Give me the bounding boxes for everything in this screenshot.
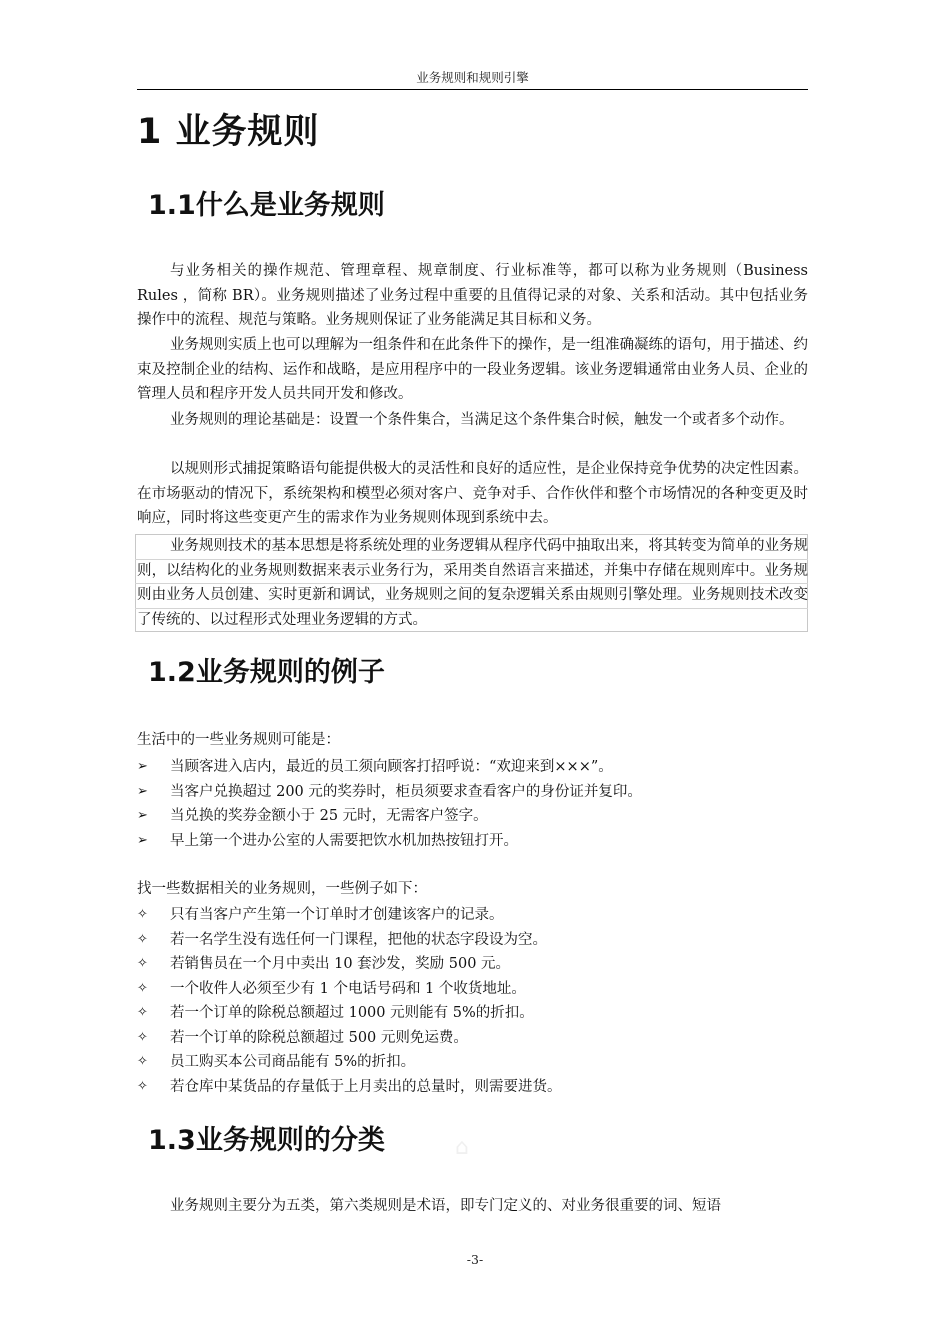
list-item: ✧ 只有当客户产生第一个订单时才创建该客户的记录。 — [137, 903, 808, 928]
list-intro: 找一些数据相关的业务规则，一些例子如下： — [137, 881, 427, 897]
star-bullet-icon: ✧ — [137, 1029, 148, 1045]
list-item: ✧ 一个收件人必须至少有 1 个电话号码和 1 个收货地址。 — [137, 977, 808, 1002]
list-item: ✧ 若一名学生没有选任何一门课程，把他的状态字段设为空。 — [137, 928, 808, 953]
list-item: ➢ 当客户兑换超过 200 元的奖券时，柜员须要求查看客户的身份证并复印。 — [137, 780, 808, 805]
paragraph: 业务规则的理论基础是：设置一个条件集合，当满足这个条件集合时候，触发一个或者多个动作。 — [170, 412, 794, 428]
page-number: -3- — [466, 1252, 484, 1267]
star-bullet-icon: ✧ — [137, 1005, 148, 1020]
list-item: ✧ 若销售员在一个月中卖出 10 套沙发，奖励 500 元。 — [137, 952, 808, 977]
paragraph: 业务规则主要分为五类，第六类规则是术语，即专门定义的、对业务很重要的词、短语 — [170, 1198, 721, 1214]
paragraph: 以规则形式捕捉策略语句能提供极大的灵活性和良好的适应性，是企业保持竞争优势的决定性因素。在市场驱动的情况下，系统架构和模型必须对客户、竞争对手、合作伙伴和整个市场情况的各种变更及时响应，同时将这些变更产生的需求作为业务规则体现到系统中去。 — [137, 461, 808, 526]
chapter-title: 1 业务规则 — [137, 112, 320, 152]
list-intro: 生活中的一些业务规则可能是： — [137, 732, 340, 748]
arrow-bullet-icon: ➢ — [137, 759, 148, 774]
list-item: ✧ 若一个订单的除税总额超过 500 元则免运费。 — [137, 1026, 808, 1051]
section-title-1-1: 1.1什么是业务规则 — [148, 190, 385, 221]
star-bullet-icon: ✧ — [137, 907, 148, 922]
example-list-life — [137, 755, 808, 853]
paragraph: 业务规则实质上也可以理解为一组条件和在此条件下的操作，是一组准确凝练的语句，用于描述、约束及控制企业的结构、运作和战略，是应用程序中的一段业务逻辑。该业务逻辑通常由业务人员、企业的管理人员和程序开发人员共同开发和修改。 — [137, 337, 808, 402]
running-header: 业务规则和规则引擎 — [416, 70, 529, 85]
star-bullet-icon: ✧ — [137, 980, 148, 996]
arrow-bullet-icon: ➢ — [137, 832, 148, 848]
list-item: ➢ 当兑换的奖券金额小于 25 元时，无需客户签字。 — [137, 804, 808, 829]
list-item: ➢ 当顾客进入店内，最近的员工须向顾客打招呼说：“欢迎来到×××”。 — [137, 755, 808, 780]
star-bullet-icon: ✧ — [137, 1054, 148, 1069]
star-bullet-icon: ✧ — [137, 931, 148, 947]
section-title-1-2: 1.2业务规则的例子 — [148, 657, 385, 688]
watermark-icon: ⌂ — [455, 1135, 469, 1160]
paragraph-highlighted: 业务规则技术的基本思想是将系统处理的业务逻辑从程序代码中抽取出来，将其转变为简单的业务规则，以结构化的业务规则数据来表示业务行为，采用类自然语言来描述，并集中存储在规则库中。业务规则由业务人员创建、实时更新和调试，业务规则之间的复杂逻辑关系由规则引擎处理。业务规则技术改变了传统的、以过程形式处理业务逻辑的方式。 — [137, 538, 808, 628]
example-list-data — [137, 903, 808, 1099]
list-item: ✧ 员工购买本公司商品能有 5%的折扣。 — [137, 1050, 808, 1075]
star-bullet-icon: ✧ — [137, 956, 148, 971]
list-item: ✧ 若仓库中某货品的存量低于上月卖出的总量时，则需要进货。 — [137, 1075, 808, 1100]
star-bullet-icon: ✧ — [137, 1078, 148, 1094]
paragraph: 与业务相关的操作规范、管理章程、规章制度、行业标准等，都可以称为业务规则（Business Rules ，简称 BR）。业务规则描述了业务过程中重要的且值得记录的对象、关系和活动。其中包括业务操作中的流程、规范与策略。业务规则保证了业务能满足其目标和义务。 — [137, 263, 808, 328]
header-rule — [137, 89, 808, 90]
list-item: ✧ 若一个订单的除税总额超过 1000 元则能有 5%的折扣。 — [137, 1001, 808, 1026]
arrow-bullet-icon: ➢ — [137, 808, 148, 823]
section-title-1-3: 1.3业务规则的分类 — [148, 1125, 385, 1156]
arrow-bullet-icon: ➢ — [137, 783, 148, 799]
list-item: ➢ 早上第一个进办公室的人需要把饮水机加热按钮打开。 — [137, 829, 808, 854]
